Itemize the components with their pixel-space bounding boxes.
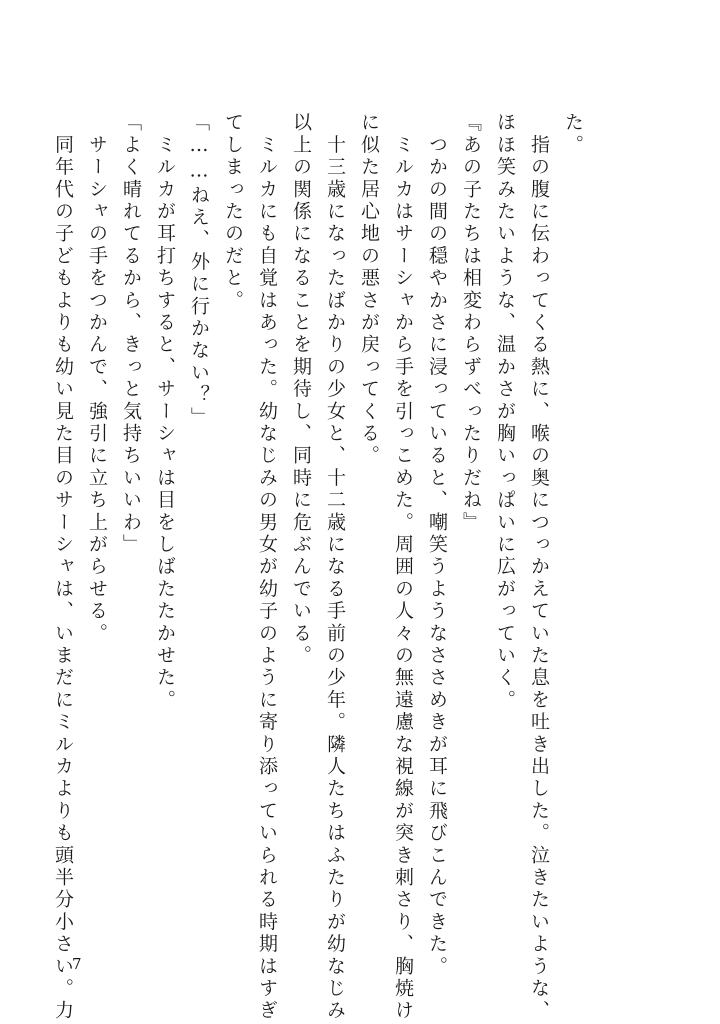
text-line: ミルカにも自覚はあった。幼なじみの男女が幼子のように寄り添っていられる時期はすぎ: [256, 112, 278, 1023]
page-number: 7: [72, 955, 82, 973]
text-line: 指の腹に伝わってくる熱に、喉の奥につっかえていた息を吐き出した。泣きたいような、: [528, 112, 550, 1023]
text-line: 以上の関係になることを期待し、同時に危ぶんでいる。: [290, 112, 312, 667]
text-line: ミルカが耳打ちすると、サーシャは目をしばたたかせた。: [154, 112, 176, 712]
text-line: ミルカはサーシャから手を引っこめた。周囲の人々の無遠慮な視線が突き刺さり、胸焼け: [392, 112, 414, 1023]
text-line: つかの間の穏やかさに浸っていると、嘲笑うようなささめきが耳に飛びこんできた。: [426, 112, 448, 978]
text-line: 「よく晴れてるから、きっと気持ちいいわ」: [120, 112, 142, 556]
text-line: 『あの子たちは相変わらずべったりだね』: [460, 112, 482, 534]
text-line: 「……ねえ、外に行かない？」: [188, 112, 210, 429]
text-line: た。: [562, 112, 584, 157]
text-line: てしまったのだと。: [222, 112, 244, 312]
text-line: 同年代の子どもよりも幼い見た目のサーシャは、いまだにミルカよりも頭半分小さい。力: [52, 112, 74, 1023]
text-line: 十三歳になったばかりの少女と、十二歳になる手前の少年。隣人たちはふたりが幼なじみ: [324, 112, 346, 1023]
text-line: サーシャの手をつかんで、強引に立ち上がらせる。: [86, 112, 108, 645]
text-line: に似た居心地の悪さが戻ってくる。: [358, 112, 380, 468]
text-line: ほほ笑みたいような、温かさが胸いっぱいに広がっていく。: [494, 112, 516, 712]
